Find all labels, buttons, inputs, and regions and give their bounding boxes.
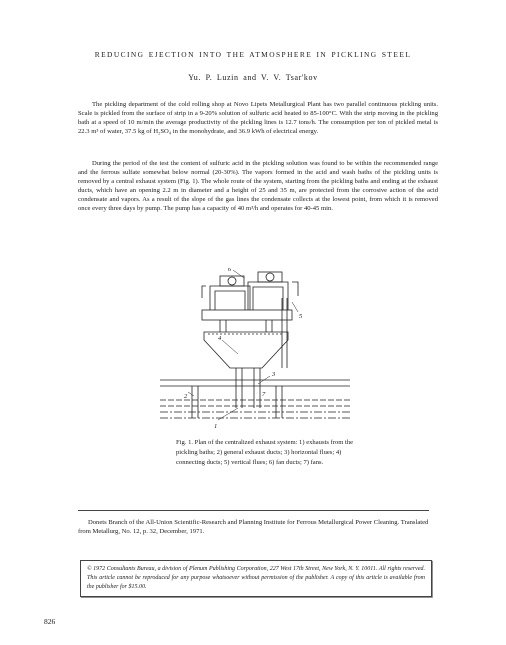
- horizontal-flues: [160, 380, 350, 418]
- general-exhaust-ducts: [192, 386, 282, 418]
- fan-ducts: [202, 272, 298, 310]
- exhaust-system-diagram: [158, 268, 352, 434]
- copyright-notice: © 1972 Consultants Bureau, a division of Plenum Publishing Corporation, 227 West 17th Street, New York, N. Y. 10011. All rights reserved. This article cannot be reproduced for any purpose whatsoever without permission of the publisher. A copy of this article is available from the publisher for $15.00.: [87, 566, 425, 590]
- figure-label-1: 1: [214, 423, 218, 430]
- body-paragraph-2: During the period of the test the content of sulfuric acid in the pickling solution was found to be within the recommended range and the ferrous sulfate somewhat below normal (20-30%). The vapors formed in the acid and wash baths of the pickling units is removed by a central exhaust system (Fig. 1). The whole route of the system, starting from the pickling baths and ending at the exhaust ducts, which have an opening 2.2 m in diameter and a height of 25 and 35 m, are protected from the corrosive action of the acid condensate and vapors. As a result of the slope of the gas lines the condensate collects at the lowest point, from which it is removed once every three days by pump. The pump has a capacity of 40 m³/h and operates for 40-45 min.: [78, 160, 438, 212]
- body-paragraph-1: The pickling department of the cold rolling shop at Novo Lipets Metallurgical Plant has two parallel continuous pickling units. Scale is pickled from the surface of strip in a 9-20% solution of sulfuric acid heated to 85-100°C. With the strip moving in the pickling bath at a speed of 10 m/min the average productivity of the pickling lines is 12.7 tons/h. The consumption per ton of pickled metal is 22.3 m³ of water, 37.5 kg of H₂SO₄ in the monohydrate, and 36.9 kWh of electrical energy.: [78, 101, 438, 135]
- page-number: 826: [44, 617, 56, 626]
- vertical-flues: [220, 298, 287, 368]
- connecting-duct-hopper: [204, 332, 288, 368]
- exhaust-system-figure: [158, 268, 352, 434]
- fans: [228, 273, 274, 285]
- article-title: REDUCING EJECTION INTO THE ATMOSPHERE IN PICKLING STEEL: [94, 50, 412, 59]
- figure-label-4: 4: [218, 335, 222, 342]
- article-authors: Yu. P. Luzin and V. V. Tsar'kov: [188, 73, 318, 82]
- footnote-divider: [78, 510, 429, 511]
- downcomers: [236, 368, 260, 408]
- affiliation-footnote: Donets Branch of the All-Union Scientific-Research and Planning Institute for Ferrous Metallurgical Power Cleaning. Translated from Metallurg, No. 12, p. 32, December, 1971.: [78, 519, 429, 535]
- figure-caption: Fig. 1. Plan of the centralized exhaust system: 1) exhausts from the pickling baths; 2) general exhaust ducts; 3) horizontal flues; 4) connecting ducts; 5) vertical flues; 6) fan ducts; 7) fans.: [176, 439, 354, 466]
- copyright-box: [80, 560, 432, 597]
- figure-label-6: 6: [228, 268, 232, 273]
- figure-label-3: 3: [272, 371, 276, 378]
- figure-label-5: 5: [299, 313, 303, 320]
- upper-manifold: [202, 310, 292, 320]
- figure-label-2: 2: [184, 393, 188, 400]
- figure-label-7: 7: [262, 391, 266, 398]
